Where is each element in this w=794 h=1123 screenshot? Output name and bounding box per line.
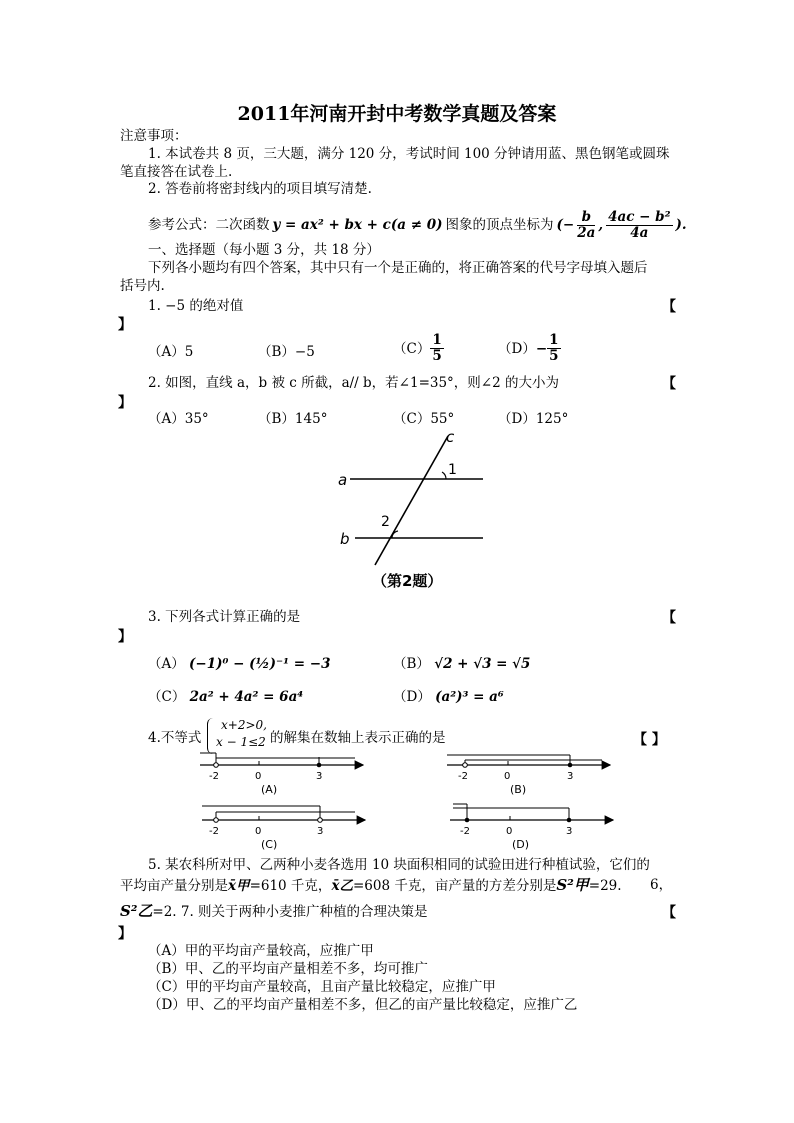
q1-stem: 1. −5 的绝对值: [148, 298, 244, 314]
variance-jia: S²甲: [556, 876, 589, 894]
q5-bracket-close: 】: [118, 926, 132, 942]
q1-option-b: （B）−5: [258, 344, 315, 360]
vertex-fraction-2: $\frac{\text{4ac − b²}}{4a}$: [608, 208, 671, 241]
q4-inequality-1: x+2>0,: [221, 718, 267, 732]
q3-stem: 3. 下列各式计算正确的是: [148, 609, 301, 625]
q1-option-c-label: （C）: [393, 340, 431, 357]
q4-inequality-2: x − 1≤2: [216, 735, 266, 749]
numberline-d-tick-1: -2: [460, 826, 470, 837]
q1-option-d-minus: −: [535, 340, 548, 357]
notice-heading: 注意事项：: [120, 128, 188, 144]
q2-option-a: （A）35°: [148, 411, 209, 427]
q3-option-b: [393, 655, 530, 673]
q3-option-b-label: （B）: [393, 656, 430, 672]
q4-stem-prefix: 4.不等式: [148, 730, 202, 746]
q3-option-b-expr: √2 + √3 = √5: [434, 656, 531, 672]
reference-formula: [148, 205, 687, 245]
q1-option-c-fraction: $\frac{1}{5}$: [432, 332, 442, 364]
q1-bracket-open: 【: [662, 299, 676, 315]
vertex-comma: ,: [598, 217, 604, 233]
vertex-fraction-1: $\frac{b}{2a}$: [577, 208, 596, 241]
numberline-a: [195, 748, 370, 798]
q1-option-d-label: （D）: [498, 340, 536, 357]
numberline-d-tick-3: 3: [566, 826, 573, 837]
formula-mid: 图象的顶点坐标为: [445, 217, 554, 233]
vertex-open: (−: [556, 217, 575, 233]
q5-bracket-open: 【: [662, 905, 676, 921]
q3-option-c: [148, 688, 303, 706]
q3-option-a-label: （A）: [148, 656, 185, 672]
numberline-c-tick-1: -2: [209, 826, 219, 837]
label-c: c: [446, 428, 455, 446]
q1-option-d: [498, 333, 561, 364]
q2-bracket-open: 【: [662, 376, 676, 392]
q3-option-c-expr: 2a² + 4a² = 6a⁴: [189, 689, 304, 705]
q2-bracket-close: 】: [118, 395, 132, 411]
numberline-a-tick-1: -2: [209, 771, 219, 782]
angle1-arc: [442, 472, 446, 479]
q3-option-a: [148, 655, 330, 673]
q3-option-d: [393, 688, 504, 706]
numberline-a-tick-3: 3: [316, 771, 323, 782]
q4-bracket: 【 】: [633, 732, 666, 748]
numberline-c-label: (C): [261, 838, 278, 851]
q5-option-c: （C）甲的平均亩产量较高，且亩产量比较稳定，应推广甲: [148, 979, 496, 995]
q5-line3: S²乙=2. 7. 则关于两种小麦推广种植的合理决策是: [120, 902, 428, 920]
figure-caption: （第2题）: [372, 572, 443, 590]
q1-option-d-fraction: $\frac{1}{5}$: [549, 332, 559, 364]
numberline-b-tick-3: 3: [567, 771, 574, 782]
q2-stem: 2. 如图，直线 a，b 被 c 所截，a// b，若∠1=35°，则∠2 的大小为: [148, 375, 559, 391]
section1-heading: 一、选择题（每小题 3 分，共 18 分）: [148, 242, 380, 258]
mean-jia: x̄甲: [228, 878, 250, 894]
q4-stem-suffix: 的解集在数轴上表示正确的是: [270, 730, 446, 746]
numberline-c-tick-2: 0: [255, 826, 262, 837]
numberline-a-label: (A): [261, 783, 278, 796]
q5-line1: 5. 某农科所对甲、乙两种小麦各选用 10 块面积相同的试验田进行种植试验，它们的: [148, 857, 650, 873]
numberline-b: [442, 748, 617, 798]
label-angle1: 1: [448, 462, 457, 478]
q5-option-a: （A）甲的平均亩产量较高，应推广甲: [148, 943, 374, 959]
q3-option-a-expr: (−1)⁰ − (½)⁻¹ = −3: [189, 656, 331, 672]
formula-prefix: 参考公式：二次函数: [148, 217, 270, 233]
numberline-b-tick-2: 0: [504, 771, 511, 782]
numberline-b-tick-1: -2: [458, 771, 468, 782]
label-b: b: [340, 530, 350, 548]
q3-bracket-close: 】: [118, 629, 132, 645]
q3-option-d-expr: (a²)³ = a⁶: [435, 689, 504, 705]
mean-yi: x̄乙: [331, 878, 353, 894]
q2-figure: [330, 428, 500, 598]
numberline-b-label: (B): [510, 783, 527, 796]
page-title: 2011年河南开封中考数学真题及答案: [237, 103, 557, 125]
section1-intro-line1: 下列各小题均有四个答案，其中只有一个是正确的，将正确答案的代号字母填入题后: [148, 260, 648, 276]
numberline-c-tick-3: 3: [317, 826, 324, 837]
q1-option-c: [393, 333, 444, 364]
q5-option-d: （D）甲、乙的平均亩产量相差不多，但乙的亩产量比较稳定，应推广乙: [148, 997, 578, 1013]
q3-bracket-open: 【: [662, 610, 676, 626]
numberline-d-tick-2: 0: [506, 826, 513, 837]
numberline-d: [445, 800, 620, 852]
formula-expression: y = ax² + bx + c(a ≠ 0): [272, 217, 443, 233]
section1-intro-line2: 括号内.: [120, 278, 165, 294]
notice-item2: 2. 答卷前将密封线内的项目填写清楚.: [148, 181, 372, 197]
line-c: [375, 436, 448, 565]
notice-item1-line2: 笔直接答在试卷上.: [120, 164, 233, 180]
label-a: a: [338, 471, 348, 489]
numberline-a-tick-2: 0: [255, 771, 262, 782]
label-angle2: 2: [381, 514, 390, 530]
vertex-close: ).: [675, 217, 687, 233]
q5-option-b: （B）甲、乙的平均亩产量相差不多，均可推广: [148, 961, 428, 977]
notice-item1-line1: 1. 本试卷共 8 页，三大题，满分 120 分，考试时间 100 分钟请用蓝、黑色钢笔或圆珠: [148, 146, 670, 162]
numberline-d-label: (D): [512, 838, 530, 851]
variance-yi: S²乙: [120, 902, 153, 920]
numberline-c: [197, 800, 372, 852]
q1-bracket-close: 】: [118, 317, 132, 333]
q2-option-d: （D）125°: [498, 411, 569, 427]
q5-line2-end: 6，: [650, 877, 673, 893]
q2-option-b: （B）145°: [258, 411, 328, 427]
q5-line2: 平均亩产量分别是x̄甲=610 千克，x̄乙=608 千克，亩产量的方差分别是S²甲=29.: [120, 876, 622, 894]
q3-option-c-label: （C）: [148, 689, 186, 705]
q2-option-c: （C）55°: [393, 411, 455, 427]
q3-option-d-label: （D）: [393, 689, 431, 705]
q1-option-a: （A）5: [148, 344, 194, 360]
